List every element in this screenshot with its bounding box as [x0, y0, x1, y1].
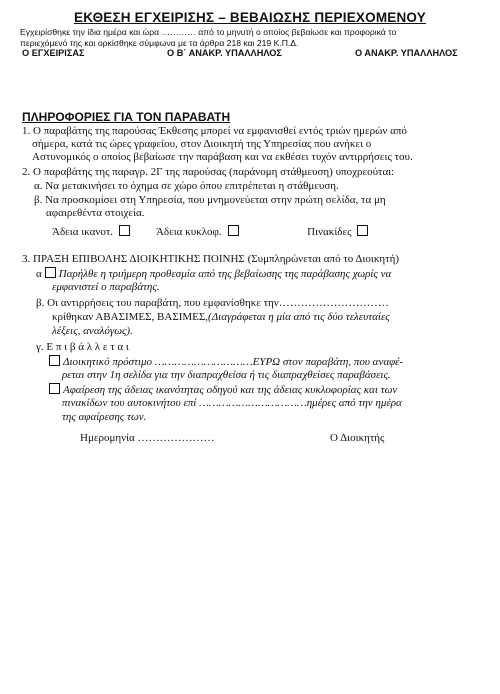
suspension-line-2: πινακίδων του αυτοκινήτου επί ……………………………ημέρες από την ημέρα: [62, 397, 402, 409]
plates-label: Πινακίδες: [307, 226, 352, 238]
item-b-line-2-row: [52, 311, 390, 324]
info-p2b-line-2: αφαιρεθέντα στοιχεία.: [46, 207, 145, 219]
suspension-line-3: της αφαίρεσης των.: [62, 411, 147, 423]
suspension-row: [46, 383, 397, 397]
info-p2b-line-1: β. Να προσκομίσει στη Υπηρεσία, που μνημονεύεται στην πρώτη σελίδα, τα μη: [34, 194, 386, 206]
penalty-item-a: [36, 267, 391, 281]
date-field: Ημερομηνία …………………: [80, 432, 215, 444]
commander-signature-label: Ο Διοικητής: [330, 432, 385, 444]
role-handover: Ο ΕΓΧΕΙΡΙΣΑΣ: [22, 48, 85, 58]
fine-line-2: ρεται στην 1η σελίδα για την διαπραχθείσα ή τις διαπραχθείσες παραβάσεις.: [62, 369, 391, 381]
license-label: Άδεια ικανοτ.: [52, 226, 114, 238]
fine-row: [46, 355, 403, 369]
role-officer: Ο ΑΝΑΚΡ. ΥΠΑΛΛΗΛΟΣ: [355, 48, 458, 58]
info-p1-line-2: σήμερα, κατά τις ώρες γραφείου, στον Διοικητή της Υπηρεσίας που ανήκει ο: [32, 138, 372, 150]
suspension-line-1: Αφαίρεση της άδειας ικανότητας οδηγού και της άδειας κυκλοφορίας και των: [63, 384, 398, 396]
item-b-line-3: λέξεις, αναλόγως).: [52, 325, 133, 337]
info-paragraph-2b: [34, 194, 386, 220]
penalty-heading-note: (Συμπληρώνεται από το Διοικητή): [247, 253, 399, 265]
item-b-line-1: β. Οι αντιρρήσεις του παραβάτη, που εμφανίσθηκε την…………………………: [36, 297, 389, 309]
registration-checkbox[interactable]: [228, 225, 239, 236]
penalty-heading: 3. ΠΡΑΞΗ ΕΠΙΒΟΛΗΣ ΔΙΟΙΚΗΤΙΚΗΣ ΠΟΙΝΗΣ: [22, 253, 245, 265]
info-paragraph-2a: α. Να μετακινήσει το όχημα σε χώρο όπου επιτρέπεται η στάθμευση.: [34, 180, 339, 192]
registration-label: Άδεια κυκλοφ.: [155, 226, 222, 238]
fine-line-1: Διοικητικό πρόστιμο …………………………ΕΥΡΩ στον παραβάτη, που αναφέ-: [63, 356, 404, 368]
item-a-checkbox[interactable]: [45, 267, 56, 278]
item-b-line-2: κρίθηκαν ΑΒΑΣΙΜΕΣ, ΒΑΣΙΜΕΣ,: [52, 311, 209, 323]
item-c-heading: γ. Ε π ι β ά λ λ ε τ α ι: [36, 341, 129, 353]
item-a-line-1: Παρήλθε η τριήμερη προθεσμία από της βεβαίωσης της παράβασης χωρίς να: [58, 268, 392, 280]
license-checkbox[interactable]: [119, 225, 130, 236]
documents-row: [52, 225, 371, 239]
item-a-line-2: εμφανιστεί ο παραβάτης.: [52, 281, 160, 293]
plates-checkbox[interactable]: [357, 225, 368, 236]
info-paragraph-2: 2. Ο παραβάτης της παραγρ. 2Γ της παρούσας (παράνομη στάθμευση) υποχρεούται:: [22, 166, 395, 178]
delivery-note-line-2: περιεχόμενό της και ορκίσθηκε σύμφωνα με τα άρθρα 218 και 219 Κ.Π.Δ.: [20, 38, 299, 48]
info-p1-line-3: Αστυνομικός ο οποίος βεβαίωσε την παράβαση και να εκθέσει τυχόν αντιρρήσεις του.: [32, 151, 413, 163]
delivery-note-line-1: Εγχειρίσθηκε την ίδια ημέρα και ώρα ………… από το μηνυτή ο οποίος βεβαίωσε και προφορικά το: [20, 27, 397, 37]
item-b-line-2-note: (Διαγράφεται η μία από τις δύο τελευταίες: [208, 311, 390, 323]
role-second-officer: Ο Β΄ ΑΝΑΚΡ. ΥΠΑΛΛΗΛΟΣ: [167, 48, 282, 58]
info-paragraph-1: [22, 125, 413, 164]
suspension-checkbox[interactable]: [49, 383, 60, 394]
info-p1-line-1: 1. Ο παραβάτης της παρούσας Έκθεσης μπορεί να εμφανισθεί εντός τριών ημερών από: [22, 125, 407, 137]
document-title: ΕΚΘΕΣΗ ΕΓΧΕΙΡΙΣΗΣ – ΒΕΒΑΙΩΣΗΣ ΠΕΡΙΕΧΟΜΕΝΟΥ: [74, 10, 426, 25]
delivery-note: [20, 27, 492, 49]
violator-info-heading: ΠΛΗΡΟΦΟΡΙΕΣ ΓΙΑ ΤΟΝ ΠΑΡΑΒΑΤΗ: [22, 110, 231, 124]
penalty-heading-row: [22, 253, 399, 266]
fine-checkbox[interactable]: [49, 355, 60, 366]
item-a-prefix: α: [36, 268, 42, 280]
